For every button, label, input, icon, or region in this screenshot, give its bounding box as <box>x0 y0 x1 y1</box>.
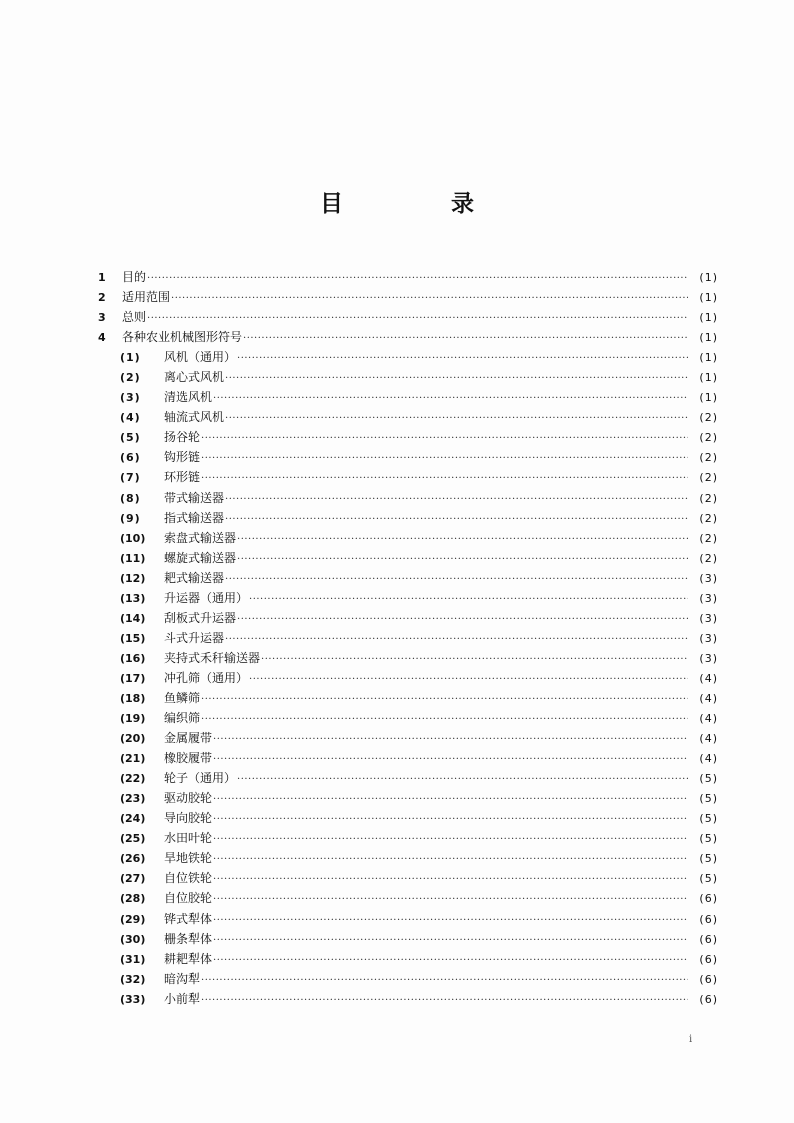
toc-dot-leader <box>249 674 688 685</box>
toc-dot-leader <box>201 473 688 484</box>
toc-entry-number: (22) <box>120 772 146 786</box>
toc-entry-page: (2) <box>699 531 718 545</box>
toc-entry <box>98 829 718 849</box>
toc-entry-title: 编织筛 <box>164 711 201 726</box>
toc-dot-leader <box>201 433 688 444</box>
toc-dot-leader <box>225 494 688 505</box>
toc-entry-number: (26) <box>120 852 146 866</box>
toc-entry-title: 扬谷轮 <box>164 430 201 445</box>
toc-entry-number: (9) <box>120 511 141 525</box>
toc-entry-title: 升运器（通用） <box>164 590 249 605</box>
toc-entry-title: 暗沟犁 <box>164 971 201 986</box>
toc-entry-title: 带式输送器 <box>164 490 225 505</box>
toc-dot-leader <box>237 614 688 625</box>
toc-entry-page: (2) <box>699 491 718 505</box>
toc-dot-leader <box>201 995 688 1006</box>
toc-dot-leader <box>171 293 688 304</box>
toc-dot-leader <box>225 413 688 424</box>
page-number: i <box>689 1034 693 1045</box>
toc-entry-title: 冲孔筛（通用） <box>164 670 249 685</box>
toc-entry-page: (1) <box>699 391 718 405</box>
toc-entry-number: (12) <box>120 571 146 585</box>
toc-entry-number: (23) <box>120 792 146 806</box>
toc-entry-number: (30) <box>120 932 146 946</box>
toc-entry-title: 自位胶轮 <box>164 891 213 906</box>
toc-dot-leader <box>213 915 688 926</box>
toc-dot-leader <box>213 794 688 805</box>
toc-entry-page: (6) <box>699 932 718 946</box>
toc-dot-leader <box>213 894 688 905</box>
toc-entry-title: 铧式犁体 <box>164 911 213 926</box>
toc-entry-page: (3) <box>699 651 718 665</box>
toc-entry <box>98 428 718 448</box>
toc-dot-leader <box>213 754 688 765</box>
toc-entry-title: 刮板式升运器 <box>164 610 237 625</box>
toc-entry-title: 鱼鳞筛 <box>164 690 201 705</box>
toc-entry-page: (1) <box>699 351 718 365</box>
toc-entry-page: (2) <box>699 471 718 485</box>
toc-entry-page: (4) <box>699 752 718 766</box>
toc-entry-number: (17) <box>120 671 146 685</box>
toc-entry-page: (3) <box>699 631 718 645</box>
toc-entry-page: (6) <box>699 912 718 926</box>
toc-entry <box>98 629 718 649</box>
toc-dot-leader <box>225 574 688 585</box>
toc-dot-leader <box>261 654 688 665</box>
toc-entry <box>98 789 718 809</box>
toc-entry <box>98 990 718 1010</box>
toc-entry <box>98 769 718 789</box>
toc-entry <box>98 689 718 709</box>
toc-entry-number: (1) <box>120 351 141 365</box>
toc-entry-number: (18) <box>120 691 146 705</box>
toc-dot-leader <box>237 774 688 785</box>
toc-entry-page: (2) <box>699 411 718 425</box>
toc-entry-number: (11) <box>120 551 146 565</box>
toc-dot-leader <box>225 514 688 525</box>
toc-entry-number: (13) <box>120 591 146 605</box>
toc-entry <box>98 468 718 488</box>
table-of-contents <box>98 268 718 1010</box>
toc-entry <box>98 930 718 950</box>
toc-entry <box>98 388 718 408</box>
toc-entry-number: (7) <box>120 471 141 485</box>
toc-entry <box>98 809 718 829</box>
toc-dot-leader <box>147 273 688 284</box>
toc-entry-page: (5) <box>699 872 718 886</box>
toc-entry-number: (33) <box>120 992 146 1006</box>
toc-entry-title: 自位铁轮 <box>164 871 213 886</box>
toc-entry-number: (6) <box>120 451 141 465</box>
toc-dot-leader <box>225 373 688 384</box>
toc-entry-title: 离心式风机 <box>164 370 225 385</box>
toc-dot-leader <box>237 353 688 364</box>
toc-dot-leader <box>213 834 688 845</box>
toc-entry-title: 目的 <box>122 270 147 284</box>
toc-entry <box>98 268 718 288</box>
toc-dot-leader <box>243 333 688 344</box>
toc-entry <box>98 589 718 609</box>
toc-dot-leader <box>201 714 688 725</box>
toc-entry-page: (6) <box>699 892 718 906</box>
toc-entry-title: 旱地铁轮 <box>164 851 213 866</box>
toc-entry-page: (4) <box>699 671 718 685</box>
toc-entry-page: (5) <box>699 812 718 826</box>
toc-entry <box>98 308 718 328</box>
toc-entry-title: 风机（通用） <box>164 350 237 365</box>
toc-entry <box>98 889 718 909</box>
toc-entry-page: (2) <box>699 551 718 565</box>
toc-entry <box>98 910 718 930</box>
toc-entry-number: (14) <box>120 611 146 625</box>
toc-entry-title: 夹持式禾秆输送器 <box>164 650 261 665</box>
toc-dot-leader <box>249 594 688 605</box>
toc-entry-page: (2) <box>699 511 718 525</box>
toc-entry <box>98 869 718 889</box>
toc-entry-number: (25) <box>120 832 146 846</box>
toc-entry-page: (1) <box>699 371 718 385</box>
toc-entry-page: (6) <box>699 972 718 986</box>
toc-entry-page: (1) <box>699 271 718 284</box>
toc-entry-page: (5) <box>699 852 718 866</box>
toc-entry-page: (6) <box>699 952 718 966</box>
toc-dot-leader <box>201 975 688 986</box>
toc-dot-leader <box>213 874 688 885</box>
toc-entry-title: 钩形链 <box>164 450 201 465</box>
toc-entry <box>98 448 718 468</box>
toc-entry <box>98 489 718 509</box>
toc-entry-page: (3) <box>699 591 718 605</box>
toc-entry-number: (31) <box>120 952 146 966</box>
toc-entry-title: 耕耙犁体 <box>164 951 213 966</box>
toc-entry-number: (24) <box>120 812 146 826</box>
toc-entry-title: 轮子（通用） <box>164 771 237 786</box>
toc-entry-number: (5) <box>120 431 141 445</box>
toc-entry-page: (6) <box>699 992 718 1006</box>
toc-dot-leader <box>213 955 688 966</box>
toc-entry-title: 斗式升运器 <box>164 630 225 645</box>
toc-dot-leader <box>213 393 688 404</box>
toc-entry-title: 橡胶履带 <box>164 751 213 766</box>
toc-entry <box>98 729 718 749</box>
toc-entry-number: (4) <box>120 411 141 425</box>
toc-entry-number: (32) <box>120 972 146 986</box>
toc-entry-number: (10) <box>120 531 146 545</box>
toc-entry-title: 驱动胶轮 <box>164 791 213 806</box>
toc-entry-title: 指式输送器 <box>164 510 225 525</box>
toc-entry-number: (19) <box>120 712 146 726</box>
toc-entry <box>98 529 718 549</box>
toc-entry-title: 水田叶轮 <box>164 831 213 846</box>
toc-entry <box>98 749 718 769</box>
toc-entry <box>98 569 718 589</box>
toc-entry-page: (4) <box>699 732 718 746</box>
toc-entry-page: (2) <box>699 431 718 445</box>
toc-entry-number: (20) <box>120 732 146 746</box>
toc-entry-number: 1 <box>98 271 106 284</box>
toc-entry <box>98 408 718 428</box>
toc-entry <box>98 549 718 569</box>
toc-dot-leader <box>237 534 688 545</box>
toc-dot-leader <box>201 453 688 464</box>
toc-entry-title: 栅条犁体 <box>164 931 213 946</box>
toc-entry-title: 总则 <box>122 310 147 325</box>
toc-dot-leader <box>225 634 688 645</box>
toc-entry-title: 清选风机 <box>164 390 213 405</box>
toc-entry-title: 轴流式风机 <box>164 410 225 425</box>
toc-entry-number: (29) <box>120 912 146 926</box>
toc-dot-leader <box>213 734 688 745</box>
toc-entry-page: (4) <box>699 712 718 726</box>
toc-entry-number: (8) <box>120 491 141 505</box>
toc-entry-page: (5) <box>699 772 718 786</box>
toc-entry <box>98 509 718 529</box>
toc-entry <box>98 669 718 689</box>
toc-entry-title: 索盘式输送器 <box>164 530 237 545</box>
toc-entry-number: (27) <box>120 872 146 886</box>
toc-entry <box>98 348 718 368</box>
toc-entry <box>98 849 718 869</box>
toc-entry-title: 金属履带 <box>164 731 213 746</box>
toc-entry <box>98 288 718 308</box>
toc-entry-title: 小前犁 <box>164 991 201 1006</box>
toc-entry-number: 2 <box>98 291 106 305</box>
toc-entry-number: (28) <box>120 892 146 906</box>
toc-entry-page: (5) <box>699 792 718 806</box>
toc-entry-title: 螺旋式输送器 <box>164 550 237 565</box>
toc-entry <box>98 609 718 629</box>
toc-entry-page: (1) <box>699 331 718 345</box>
toc-entry-title: 耙式输送器 <box>164 570 225 585</box>
toc-entry <box>98 950 718 970</box>
toc-entry-title: 导向胶轮 <box>164 811 213 826</box>
toc-dot-leader <box>213 935 688 946</box>
toc-entry-number: (15) <box>120 631 146 645</box>
toc-entry <box>98 709 718 729</box>
toc-entry-page: (5) <box>699 832 718 846</box>
toc-dot-leader <box>147 313 688 324</box>
toc-entry <box>98 368 718 388</box>
toc-entry-title: 环形链 <box>164 470 201 485</box>
toc-entry-number: (21) <box>120 752 146 766</box>
toc-entry-title: 适用范围 <box>122 290 171 305</box>
toc-entry-number: 3 <box>98 311 106 325</box>
toc-dot-leader <box>213 814 688 825</box>
toc-entry-number: (2) <box>120 371 141 385</box>
toc-entry-number: 4 <box>98 331 106 345</box>
toc-entry <box>98 970 718 990</box>
toc-entry <box>98 649 718 669</box>
toc-dot-leader <box>201 694 688 705</box>
toc-dot-leader <box>213 854 688 865</box>
toc-entry <box>98 328 718 348</box>
toc-entry-page: (2) <box>699 451 718 465</box>
toc-entry-page: (3) <box>699 571 718 585</box>
toc-dot-leader <box>237 554 688 565</box>
toc-entry-page: (1) <box>699 311 718 325</box>
page-title: 目 录 <box>319 191 524 218</box>
toc-entry-title: 各种农业机械图形符号 <box>122 330 243 345</box>
toc-entry-page: (3) <box>699 611 718 625</box>
toc-entry-page: (4) <box>699 691 718 705</box>
toc-entry-number: (16) <box>120 651 146 665</box>
toc-entry-page: (1) <box>699 291 718 305</box>
toc-entry-number: (3) <box>120 391 141 405</box>
